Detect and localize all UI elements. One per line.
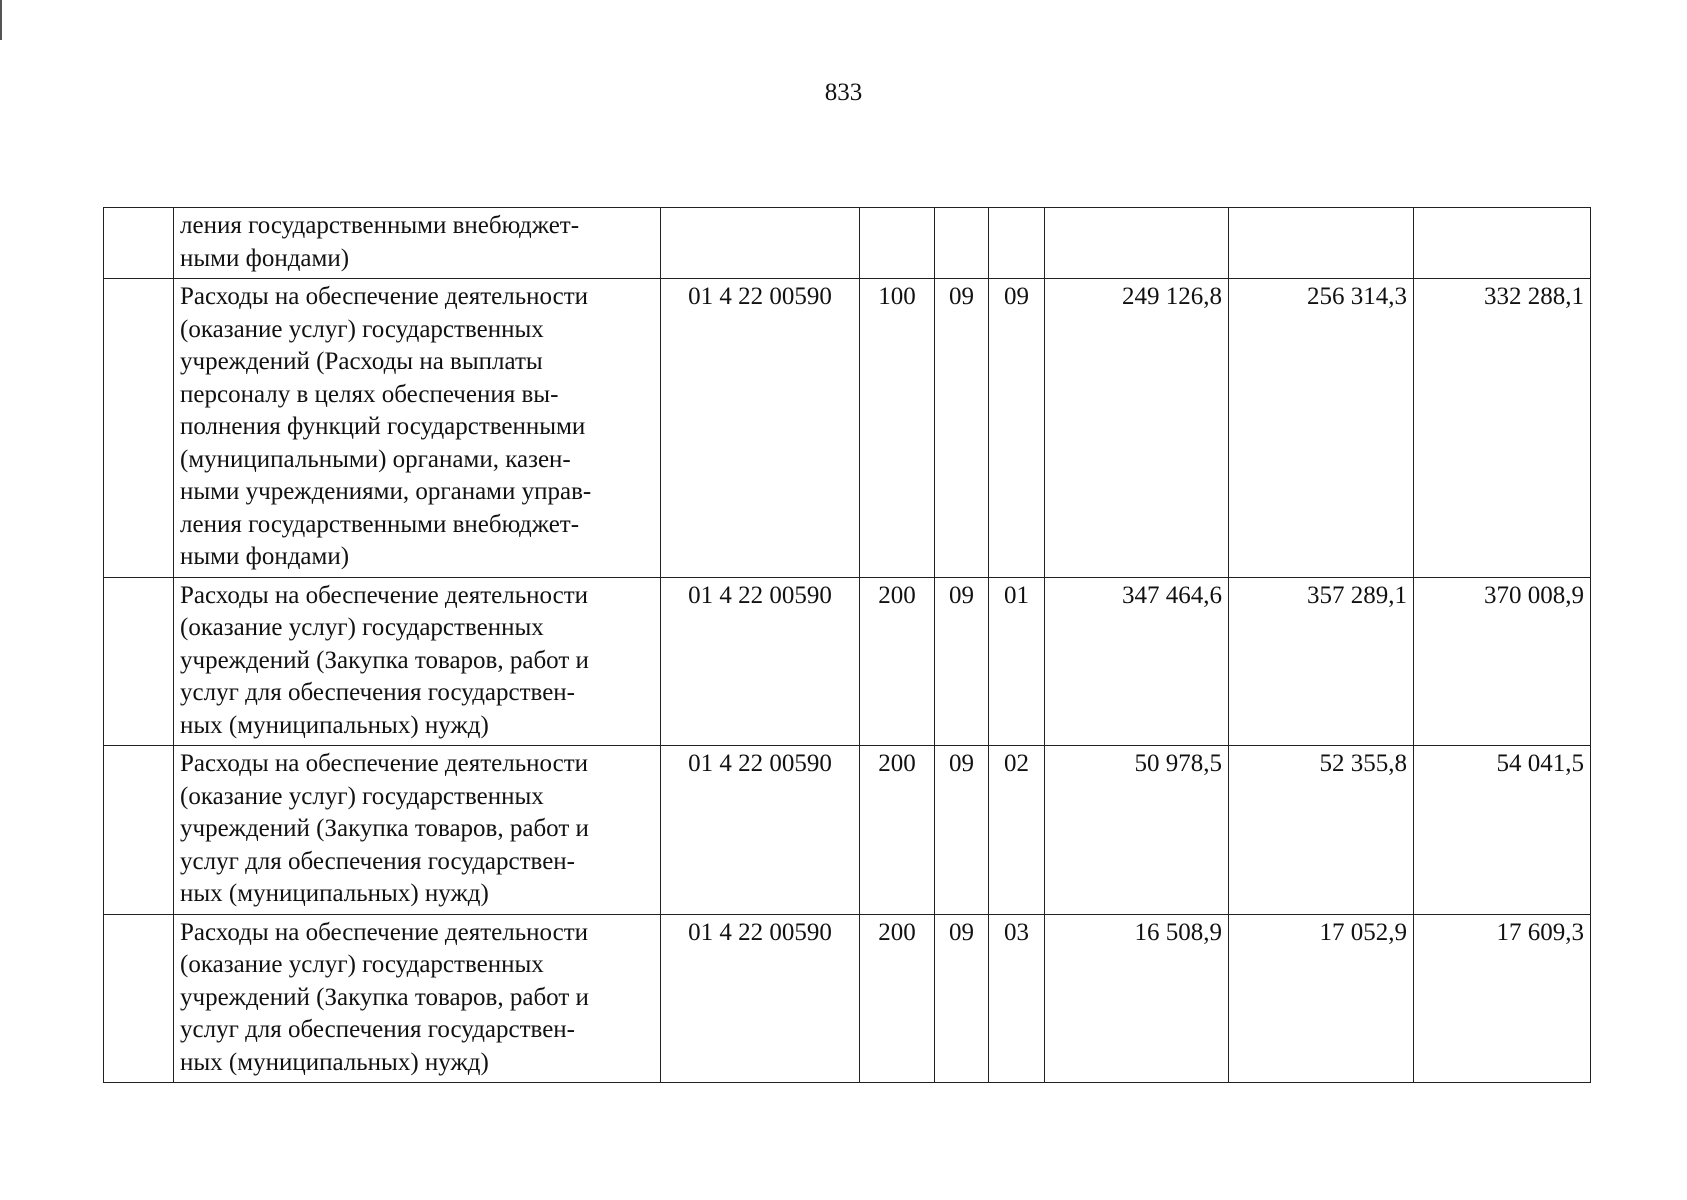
description-line: учреждений (Закупка товаров, работ и: [180, 983, 589, 1011]
amount-2-cell: 17 052,9: [1229, 914, 1414, 1083]
description-line: (оказание услуг) государственных: [180, 951, 544, 978]
description-line: (муниципальными) органами, казен-: [180, 445, 571, 473]
expense-type-code-cell: 200: [860, 577, 935, 746]
target-article-code-cell: 01 4 22 00590: [661, 746, 860, 915]
amount-2-cell: 357 289,1: [1229, 577, 1414, 746]
table-row: [104, 746, 1591, 915]
description-cell: [174, 914, 661, 1083]
description-line: (оказание услуг) государственных: [180, 614, 544, 641]
table-row: [104, 577, 1591, 746]
description-line: учреждений (Расходы на выплаты: [180, 348, 543, 375]
subsection-code-cell: [989, 208, 1045, 279]
description-line: Расходы на обеспечение деятельности: [180, 581, 589, 609]
description-line: Расходы на обеспечение деятельности: [180, 750, 589, 777]
subsection-code-cell: 01: [989, 577, 1045, 746]
amount-2-cell: 52 355,8: [1229, 746, 1414, 915]
description-line: ления государственными внебюджет-: [180, 510, 580, 538]
row-number-cell: [104, 746, 174, 915]
row-number-cell: [104, 577, 174, 746]
amount-3-cell: [1414, 208, 1591, 279]
description-line: ления государственными внебюджет-: [180, 212, 580, 239]
description-line: ными фондами): [180, 543, 350, 570]
section-code-cell: 09: [935, 746, 989, 915]
section-code-cell: 09: [935, 914, 989, 1083]
row-number-cell: [104, 208, 174, 279]
section-code-cell: 09: [935, 279, 989, 578]
target-article-code-cell: 01 4 22 00590: [661, 914, 860, 1083]
description-line: (оказание услуг) государственных: [180, 782, 544, 810]
description-cell: [174, 577, 661, 746]
section-code-cell: 09: [935, 577, 989, 746]
amount-2-cell: 256 314,3: [1229, 279, 1414, 578]
table-row: [104, 914, 1591, 1083]
row-number-cell: [104, 279, 174, 578]
description-line: учреждений (Закупка товаров, работ и: [180, 646, 589, 674]
scan-edge-mark: [0, 0, 2, 40]
description-cell: [174, 208, 661, 279]
description-line: полнения функций государственными: [180, 413, 586, 440]
description-line: услуг для обеспечения государствен-: [180, 1016, 575, 1043]
subsection-code-cell: 02: [989, 746, 1045, 915]
amount-3-cell: 17 609,3: [1414, 914, 1591, 1083]
subsection-code-cell: 09: [989, 279, 1045, 578]
amount-3-cell: 54 041,5: [1414, 746, 1591, 915]
description-line: услуг для обеспечения государствен-: [180, 847, 575, 875]
amount-3-cell: 370 008,9: [1414, 577, 1591, 746]
description-line: ными учреждениями, органами управ-: [180, 478, 592, 505]
description-cell: [174, 279, 661, 578]
expense-type-code-cell: 100: [860, 279, 935, 578]
amount-1-cell: 16 508,9: [1045, 914, 1229, 1083]
row-number-cell: [104, 914, 174, 1083]
expense-type-code-cell: 200: [860, 914, 935, 1083]
page-number: 833: [824, 79, 863, 106]
description-line: ными фондами): [180, 244, 350, 272]
description-line: ных (муниципальных) нужд): [180, 880, 489, 907]
description-line: Расходы на обеспечение деятельности: [180, 918, 589, 946]
amount-1-cell: 347 464,6: [1045, 577, 1229, 746]
section-code-cell: [935, 208, 989, 279]
target-article-code-cell: 01 4 22 00590: [661, 279, 860, 578]
target-article-code-cell: [661, 208, 860, 279]
description-line: персоналу в целях обеспечения вы-: [180, 380, 559, 408]
table-body: [104, 208, 1591, 1083]
description-line: ных (муниципальных) нужд): [180, 711, 489, 739]
amount-1-cell: 50 978,5: [1045, 746, 1229, 915]
amount-2-cell: [1229, 208, 1414, 279]
target-article-code-cell: 01 4 22 00590: [661, 577, 860, 746]
table-row: [104, 279, 1591, 578]
description-line: учреждений (Закупка товаров, работ и: [180, 815, 589, 842]
budget-table: [103, 207, 1591, 1083]
amount-1-cell: 249 126,8: [1045, 279, 1229, 578]
amount-1-cell: [1045, 208, 1229, 279]
description-line: услуг для обеспечения государствен-: [180, 679, 575, 706]
expense-type-code-cell: [860, 208, 935, 279]
description-line: Расходы на обеспечение деятельности: [180, 283, 589, 310]
description-cell: [174, 746, 661, 915]
description-line: ных (муниципальных) нужд): [180, 1048, 489, 1076]
amount-3-cell: 332 288,1: [1414, 279, 1591, 578]
table-row: [104, 208, 1591, 279]
description-line: (оказание услуг) государственных: [180, 315, 544, 343]
subsection-code-cell: 03: [989, 914, 1045, 1083]
expense-type-code-cell: 200: [860, 746, 935, 915]
